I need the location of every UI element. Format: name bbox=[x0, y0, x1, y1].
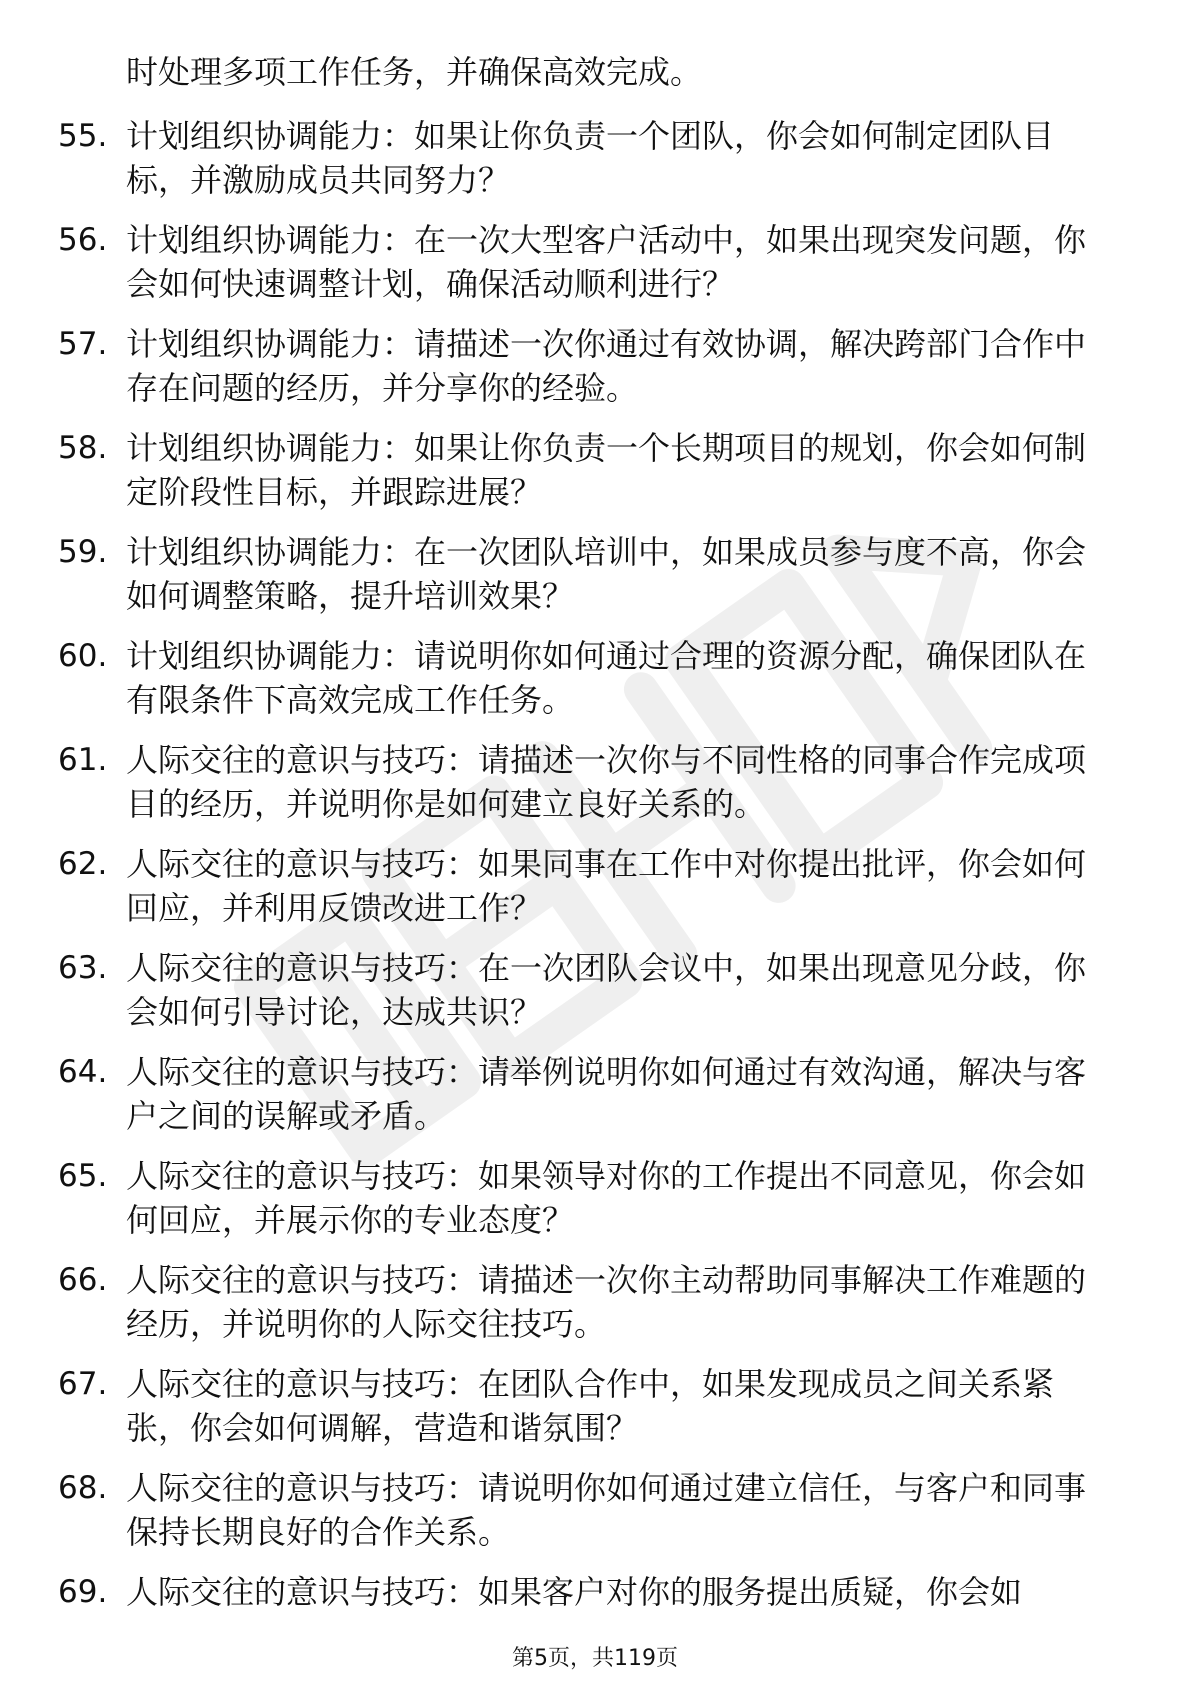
item-text: 计划组织协调能力：在一次团队培训中，如果成员参与度不高，你会如何调整策略，提升培训效果？ bbox=[126, 533, 1087, 615]
item-number: 56. bbox=[58, 222, 108, 258]
list-item bbox=[0, 1050, 1190, 1154]
item-text: 人际交往的意识与技巧：如果同事在工作中对你提出批评，你会如何回应，并利用反馈改进工作？ bbox=[126, 845, 1087, 927]
item-number: 57. bbox=[58, 326, 108, 362]
continued-paragraph: 时处理多项工作任务，并确保高效完成。 bbox=[126, 53, 703, 91]
item-text: 计划组织协调能力：如果让你负责一个长期项目的规划，你会如何制定阶段性目标，并跟踪进展？ bbox=[126, 429, 1087, 511]
item-text: 人际交往的意识与技巧：如果客户对你的服务提出质疑，你会如 bbox=[126, 1573, 1023, 1611]
item-text: 计划组织协调能力：在一次大型客户活动中，如果出现突发问题，你会如何快速调整计划，确保活动顺利进行？ bbox=[126, 221, 1087, 303]
list-item bbox=[0, 1258, 1190, 1362]
list-item bbox=[0, 426, 1190, 530]
item-text: 人际交往的意识与技巧：请举例说明你如何通过有效沟通，解决与客户之间的误解或矛盾。 bbox=[126, 1053, 1087, 1135]
item-number: 69. bbox=[58, 1574, 108, 1610]
item-text: 人际交往的意识与技巧：如果领导对你的工作提出不同意见，你会如何回应，并展示你的专业态度？ bbox=[126, 1157, 1087, 1239]
item-text: 计划组织协调能力：请描述一次你通过有效协调，解决跨部门合作中存在问题的经历，并分享你的经验。 bbox=[126, 325, 1087, 407]
item-text: 计划组织协调能力：如果让你负责一个团队，你会如何制定团队目标，并激励成员共同努力？ bbox=[126, 117, 1055, 199]
item-text: 人际交往的意识与技巧：在一次团队会议中，如果出现意见分歧，你会如何引导讨论，达成共识？ bbox=[126, 949, 1087, 1031]
list-item bbox=[0, 842, 1190, 946]
list-item bbox=[0, 1466, 1190, 1570]
item-number: 63. bbox=[58, 950, 108, 986]
item-text: 计划组织协调能力：请说明你如何通过合理的资源分配，确保团队在有限条件下高效完成工作任务。 bbox=[126, 637, 1087, 719]
page-footer: 第5页，共119页 bbox=[512, 1646, 678, 1671]
item-text: 人际交往的意识与技巧：请描述一次你与不同性格的同事合作完成项目的经历，并说明你是如何建立良好关系的。 bbox=[126, 741, 1087, 823]
item-text: 人际交往的意识与技巧：请说明你如何通过建立信任，与客户和同事保持长期良好的合作关系。 bbox=[126, 1469, 1087, 1551]
item-text: 人际交往的意识与技巧：在团队合作中，如果发现成员之间关系紧张，你会如何调解，营造和谐氛围？ bbox=[126, 1365, 1055, 1447]
list-item bbox=[0, 946, 1190, 1050]
item-number: 58. bbox=[58, 430, 108, 466]
item-number: 62. bbox=[58, 846, 108, 882]
item-number: 66. bbox=[58, 1262, 108, 1298]
list-item bbox=[0, 114, 1190, 218]
item-number: 68. bbox=[58, 1470, 108, 1506]
list-item bbox=[0, 218, 1190, 322]
item-number: 55. bbox=[58, 118, 108, 154]
item-number: 59. bbox=[58, 534, 108, 570]
list-item bbox=[0, 1362, 1190, 1466]
list-item bbox=[0, 738, 1190, 842]
item-number: 65. bbox=[58, 1158, 108, 1194]
item-number: 60. bbox=[58, 638, 108, 674]
item-number: 67. bbox=[58, 1366, 108, 1402]
list-item bbox=[0, 322, 1190, 426]
item-number: 64. bbox=[58, 1054, 108, 1090]
question-list bbox=[0, 114, 1190, 1674]
item-number: 61. bbox=[58, 742, 108, 778]
list-item bbox=[0, 634, 1190, 738]
list-item bbox=[0, 530, 1190, 634]
item-text: 人际交往的意识与技巧：请描述一次你主动帮助同事解决工作难题的经历，并说明你的人际交往技巧。 bbox=[126, 1261, 1087, 1343]
list-item bbox=[0, 1154, 1190, 1258]
